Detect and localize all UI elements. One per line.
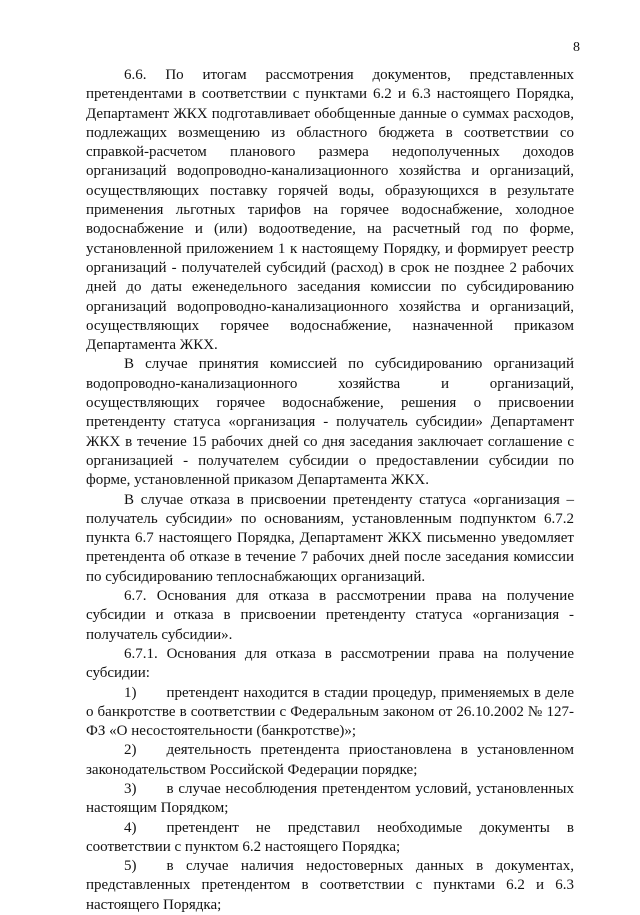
document-body — [86, 66, 574, 915]
paragraph-6-6: 6.6. По итогам рассмотрения документов, представленных претендентами в соответствии с пунктами 6.2 и 6.3 настоящего Порядка, Департамент ЖКХ подготавливает обобщенные данные о суммах расходов, подлежащих возмещению из областного бюджета в соответствии со справкой-расчетом планового размера недополученных доходов организаций водопроводно-канализационного хозяйства и организаций, осуществляющих поставку горячей воды, образующихся в результате применения льготных тарифов на горячее водоснабжение, холодное водоснабжение и (или) водоотведение, на расчетный год по форме, установленной приложением 1 к настоящему Порядку, и формирует реестр организаций - получателей субсидий (расход) в срок не позднее 2 рабочих дней до даты еженедельного заседания комиссии по субсидированию организаций водопроводно-канализационного хозяйства и организаций, осуществляющих горячее водоснабжение, назначенной приказом Департамента ЖКХ. — [86, 67, 574, 354]
paragraph-refusal-notice: В случае отказа в присвоении претенденту статуса «организация – получатель субсидии» по основаниям, установленным подпунктом 6.7.2 пункта 6.7 настоящего Порядка, Департамент ЖКХ письменно уведомляет претендента об отказе в течение 7 рабочих дней после заседания комиссии по субсидированию теплоснабжающих организаций. — [86, 491, 574, 585]
paragraph-6-7-1: 6.7.1. Основания для отказа в рассмотрении права на получение субсидии: — [86, 645, 574, 682]
paragraph-6-7: 6.7. Основания для отказа в рассмотрении права на получение субсидии и отказа в присвоении претенденту статуса «организация - получатель субсидии». — [86, 588, 574, 643]
page-number: 8 — [573, 40, 580, 55]
list-item: 5) в случае наличия недостоверных данных в документах, представленных претендентом в соответствии с пунктами 6.2 и 6.3 настоящего Порядка; — [86, 858, 574, 913]
paragraph-commission-decision: В случае принятия комиссией по субсидированию организаций водопроводно-канализационного хозяйства и организаций, осуществляющих горячее водоснабжение, решения о присвоении претенденту статуса «организация - получатель субсидии» Департамент ЖКХ в течение 15 рабочих дней со дня заседания заключает соглашение с организацией - получателем субсидии о предоставлении субсидии по форме, установленной приказом Департамента ЖКХ. — [86, 356, 574, 489]
list-item: 1) претендент находится в стадии процедур, применяемых в деле о банкротстве в соответствии с Федеральным законом от 26.10.2002 № 127-ФЗ «О несостоятельности (банкротстве)»; — [86, 684, 574, 740]
list-item: 4) претендент не представил необходимые документы в соответствии с пунктом 6.2 настоящего Порядка; — [86, 819, 574, 855]
list-item: 2) деятельность претендента приостановлена в установленном законодательством Российской Федерации порядке; — [86, 742, 574, 778]
list-item: 3) в случае несоблюдения претендентом условий, установленных настоящим Порядком; — [86, 780, 574, 817]
